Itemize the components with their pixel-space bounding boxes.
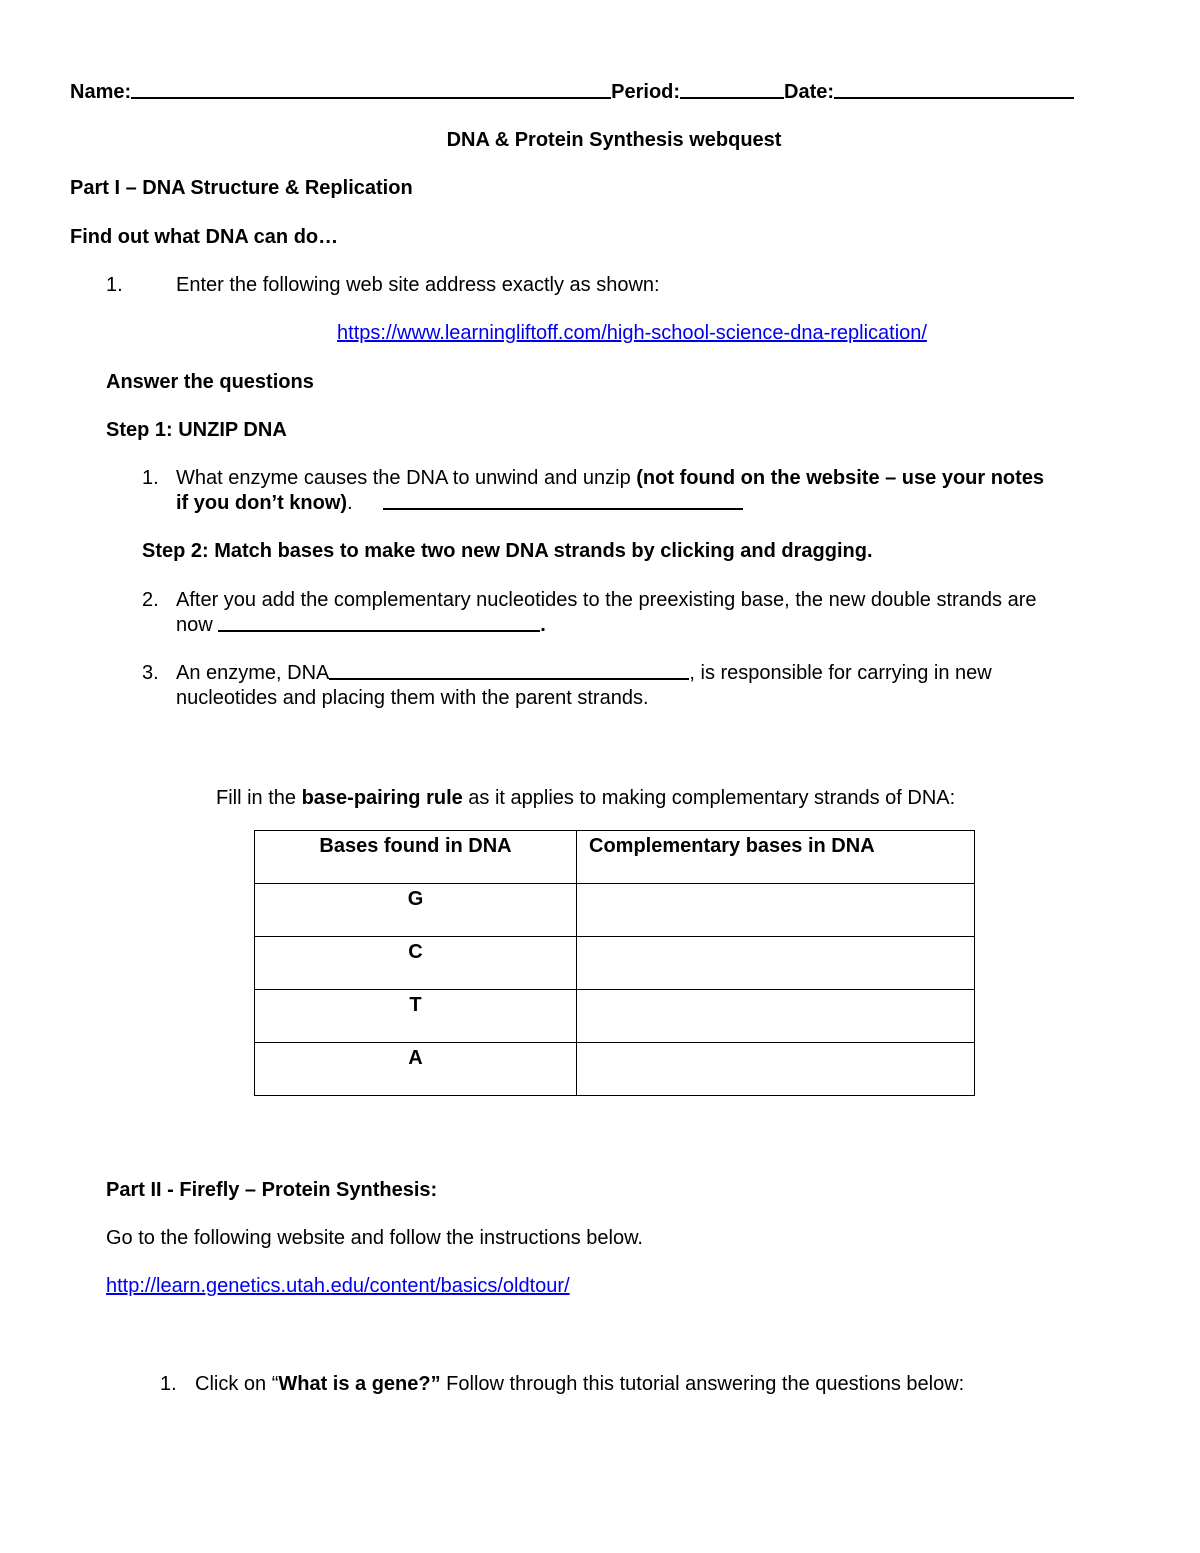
q3-number: 3. bbox=[142, 662, 159, 684]
name-blank[interactable] bbox=[131, 96, 611, 99]
q1-line2: if you don’t know). bbox=[176, 491, 743, 515]
table-row bbox=[255, 937, 975, 990]
q2-line2: now . bbox=[176, 614, 546, 636]
table-row bbox=[255, 1043, 975, 1096]
base-pairing-table bbox=[254, 830, 975, 1096]
page-title: DNA & Protein Synthesis webquest bbox=[446, 129, 782, 151]
base-cell: G bbox=[255, 884, 577, 937]
q3-line2: nucleotides and placing them with the parent strands. bbox=[176, 687, 649, 709]
q1-number: 1. bbox=[142, 467, 159, 489]
part2-heading: Part II - Firefly – Protein Synthesis: bbox=[106, 1179, 438, 1201]
genetics-utah-link[interactable]: http://learn.genetics.utah.edu/content/basics/oldtour/ bbox=[106, 1275, 570, 1297]
base-cell: T bbox=[255, 990, 577, 1043]
part1-heading: Part I – DNA Structure & Replication bbox=[70, 177, 413, 199]
complement-cell[interactable] bbox=[577, 884, 975, 937]
period-label: Period: bbox=[611, 81, 681, 103]
complement-cell[interactable] bbox=[577, 937, 975, 990]
base-pairing-instruction: Fill in the base-pairing rule as it applies to making complementary strands of DNA: bbox=[216, 787, 956, 809]
table-row bbox=[255, 990, 975, 1043]
q2-line1: After you add the complementary nucleotides to the preexisting base, the new double strands are bbox=[176, 589, 1037, 611]
part1-subheading: Find out what DNA can do… bbox=[70, 226, 339, 248]
date-label: Date: bbox=[784, 81, 835, 103]
item1-number: 1. bbox=[106, 274, 123, 296]
complement-cell[interactable] bbox=[577, 990, 975, 1043]
q3-line1: An enzyme, DNA , is responsible for carrying in new bbox=[176, 662, 992, 684]
period-blank[interactable] bbox=[680, 96, 784, 99]
name-label: Name: bbox=[70, 81, 132, 103]
part2-item1-number: 1. bbox=[160, 1373, 177, 1395]
answer-heading: Answer the questions bbox=[106, 371, 314, 393]
dna-replication-link[interactable]: https://www.learningliftoff.com/high-school-science-dna-replication/ bbox=[337, 322, 927, 344]
header-line bbox=[70, 80, 1074, 104]
q2-number: 2. bbox=[142, 589, 159, 611]
what-is-a-gene-label: What is a gene?” bbox=[278, 1373, 441, 1395]
header-complementary-bases: Complementary bases in DNA bbox=[577, 831, 975, 884]
date-blank[interactable] bbox=[834, 96, 1074, 99]
q2-answer-blank[interactable] bbox=[218, 629, 540, 632]
table-header-row bbox=[255, 831, 975, 884]
table-row bbox=[255, 884, 975, 937]
part2-item1-text: Click on “What is a gene?” Follow through this tutorial answering the questions below: bbox=[195, 1373, 965, 1395]
item1-text: Enter the following web site address exactly as shown: bbox=[176, 274, 660, 296]
q1-line1: What enzyme causes the DNA to unwind and unzip (not found on the website – use your notes bbox=[176, 467, 1045, 489]
base-cell: C bbox=[255, 937, 577, 990]
base-cell: A bbox=[255, 1043, 577, 1096]
part2-instruction: Go to the following website and follow the instructions below. bbox=[106, 1227, 643, 1249]
header-bases-found: Bases found in DNA bbox=[255, 831, 577, 884]
q3-answer-blank[interactable] bbox=[329, 677, 689, 680]
step1-heading: Step 1: UNZIP DNA bbox=[106, 419, 287, 441]
complement-cell[interactable] bbox=[577, 1043, 975, 1096]
q1-answer-blank[interactable] bbox=[383, 507, 743, 510]
step2-heading: Step 2: Match bases to make two new DNA strands by clicking and dragging. bbox=[142, 540, 873, 562]
